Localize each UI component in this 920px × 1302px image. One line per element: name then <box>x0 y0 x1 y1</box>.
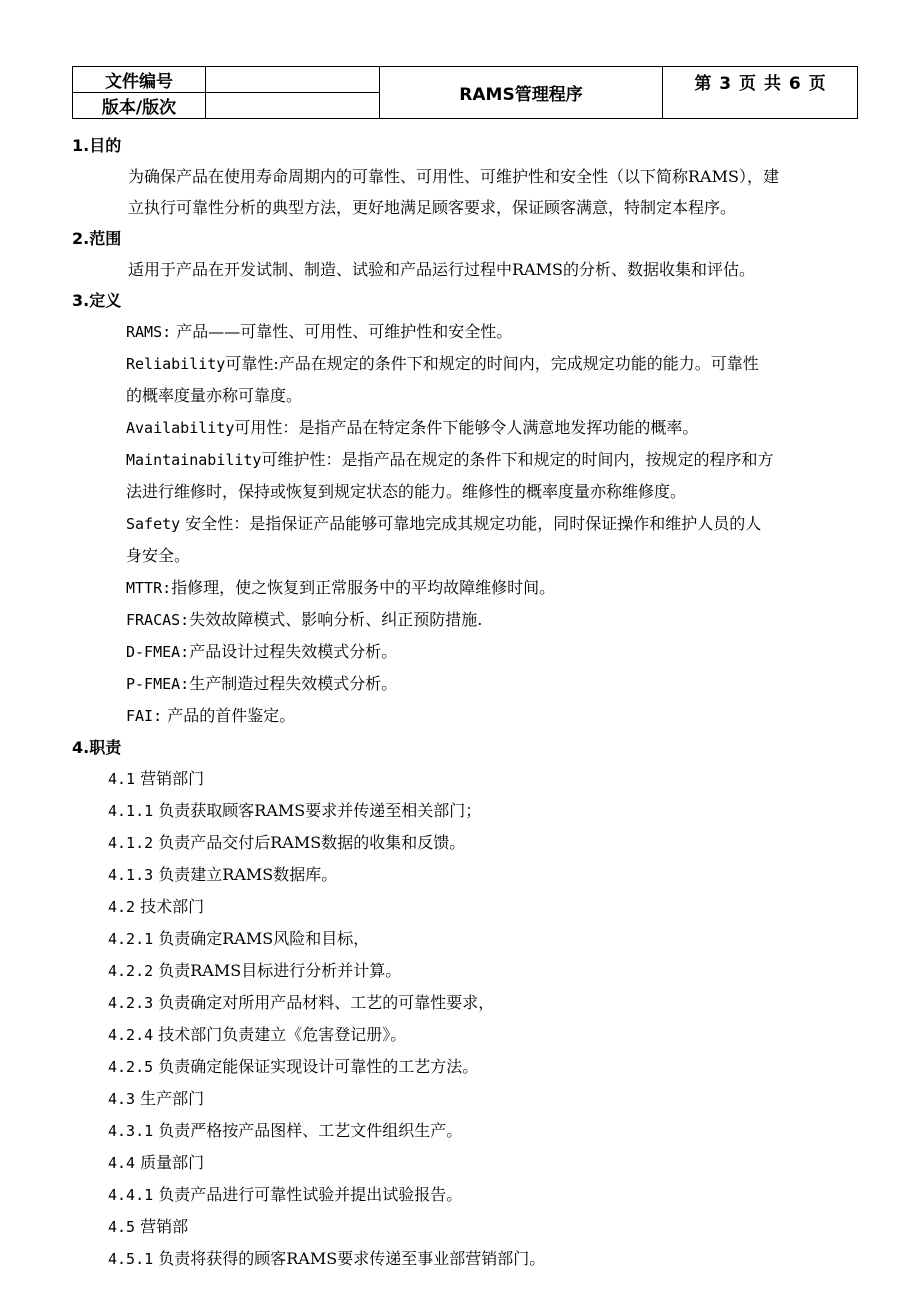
definition-line <box>72 668 872 700</box>
duties-list <box>72 763 872 1275</box>
definition-term: FRACAS: <box>126 611 190 629</box>
definition-term: MTTR: <box>126 579 172 597</box>
duty-item <box>72 1211 872 1243</box>
duty-number: 4.1.3 <box>108 866 154 884</box>
definition-text: 可靠性:产品在规定的条件下和规定的时间内，完成规定功能的能力。可靠性 <box>225 354 759 373</box>
duty-text: 负责产品进行可靠性试验并提出试验报告。 <box>153 1185 463 1204</box>
definition-term: D-FMEA: <box>126 643 190 661</box>
definition-text: 法进行维修时，保持或恢复到规定状态的能力。维修性的概率度量亦称维修度。 <box>126 482 687 501</box>
duty-number: 4.1.1 <box>108 802 154 820</box>
definition-text: 失效故障模式、影响分析、纠正预防措施. <box>189 610 483 629</box>
duty-text: 技术部门负责建立《危害登记册》。 <box>153 1025 407 1044</box>
purpose-text-line-1: 为确保产品在使用寿命周期内的可靠性、可用性、可维护性和安全性（以下简称RAMS），建 <box>128 167 779 186</box>
definition-line <box>72 540 872 572</box>
definition-term: Maintainability <box>126 451 262 469</box>
duty-item <box>72 1243 872 1275</box>
duty-number: 4.2.1 <box>108 930 154 948</box>
duty-text: 质量部门 <box>135 1153 205 1172</box>
definition-term: P-FMEA: <box>126 675 190 693</box>
duty-number: 4.1.2 <box>108 834 154 852</box>
duty-number: 4.2.2 <box>108 962 154 980</box>
duty-item <box>72 763 872 795</box>
duty-text: 负责产品交付后RAMS数据的收集和反馈。 <box>153 833 466 852</box>
definition-text: 指修理，使之恢复到正常服务中的平均故障维修时间。 <box>171 578 556 597</box>
duty-number: 4.3.1 <box>108 1122 154 1140</box>
section-title-definitions: 3.定义 <box>72 291 122 310</box>
duty-text: 生产部门 <box>135 1089 205 1108</box>
version-value <box>206 93 380 119</box>
definition-text: 产品——可靠性、可用性、可维护性和安全性。 <box>171 322 513 341</box>
duty-text: 负责将获得的顾客RAMS要求传递至事业部营销部门。 <box>153 1249 546 1268</box>
purpose-text-line-2: 立执行可靠性分析的典型方法，更好地满足顾客要求，保证顾客满意，特制定本程序。 <box>128 198 737 217</box>
duty-item <box>72 987 872 1019</box>
duty-item <box>72 1179 872 1211</box>
definition-line <box>72 700 872 732</box>
definition-line <box>72 444 872 476</box>
duty-item <box>72 1051 872 1083</box>
duty-text: 技术部门 <box>135 897 205 916</box>
duty-number: 4.2.3 <box>108 994 154 1012</box>
duty-text: 负责建立RAMS数据库。 <box>153 865 338 884</box>
duty-number: 4.2.5 <box>108 1058 154 1076</box>
version-label: 版本/版次 <box>73 93 206 119</box>
definition-text: 身安全。 <box>126 546 191 565</box>
duty-number: 4.5.1 <box>108 1250 154 1268</box>
duty-item <box>72 955 872 987</box>
duty-text: 营销部 <box>135 1217 189 1236</box>
definition-line <box>72 348 872 380</box>
definition-term: FAI: <box>126 707 163 725</box>
duty-item <box>72 1083 872 1115</box>
definitions-list <box>72 316 872 732</box>
definition-line <box>72 636 872 668</box>
document-header-table <box>72 66 858 119</box>
duty-number: 4.2.4 <box>108 1026 154 1044</box>
duty-text: 营销部门 <box>135 769 205 788</box>
duty-text: 负责确定RAMS风险和目标， <box>153 929 370 948</box>
duty-text: 负责确定能保证实现设计可靠性的工艺方法。 <box>153 1057 479 1076</box>
duty-item <box>72 859 872 891</box>
definition-line <box>72 412 872 444</box>
duty-number: 4.5 <box>108 1218 136 1236</box>
duty-number: 4.4.1 <box>108 1186 154 1204</box>
definition-text: 的概率度量亦称可靠度。 <box>126 386 303 405</box>
duty-text: 负责获取顾客RAMS要求并传递至相关部门； <box>153 801 482 820</box>
duty-item <box>72 923 872 955</box>
definition-line <box>72 572 872 604</box>
duty-item <box>72 795 872 827</box>
definition-text: 产品设计过程失效模式分析。 <box>189 642 398 661</box>
duty-text: 负责确定对所用产品材料、工艺的可靠性要求， <box>153 993 495 1012</box>
definition-text: 可维护性：是指产品在规定的条件下和规定的时间内，按规定的程序和方 <box>261 450 774 469</box>
definition-text: 安全性：是指保证产品能够可靠地完成其规定功能，同时保证操作和维护人员的人 <box>180 514 762 533</box>
scope-text: 适用于产品在开发试制、制造、试验和产品运行过程中RAMS的分析、数据收集和评估。 <box>128 260 755 279</box>
definition-term: Reliability <box>126 355 226 373</box>
definition-term: Safety <box>126 515 181 533</box>
definition-term: RAMS: <box>126 323 172 341</box>
definition-text: 生产制造过程失效模式分析。 <box>189 674 398 693</box>
duty-text: 负责RAMS目标进行分析并计算。 <box>153 961 402 980</box>
definition-text: 产品的首件鉴定。 <box>162 706 296 725</box>
document-title: RAMS管理程序 <box>380 67 663 119</box>
definition-line <box>72 508 872 540</box>
duty-number: 4.1 <box>108 770 136 788</box>
definition-text: 可用性：是指产品在特定条件下能够令人满意地发挥功能的概率。 <box>234 418 699 437</box>
duty-number: 4.2 <box>108 898 136 916</box>
section-title-purpose: 1.目的 <box>72 136 122 155</box>
section-title-duties: 4.职责 <box>72 738 122 757</box>
duty-item <box>72 1115 872 1147</box>
duty-item <box>72 827 872 859</box>
duty-number: 4.4 <box>108 1154 136 1172</box>
document-body <box>72 130 872 1275</box>
duty-text: 负责严格按产品图样、工艺文件组织生产。 <box>153 1121 463 1140</box>
duty-item <box>72 1147 872 1179</box>
doc-number-label: 文件编号 <box>73 67 206 93</box>
duty-item <box>72 1019 872 1051</box>
definition-term: Availability <box>126 419 235 437</box>
definition-line <box>72 476 872 508</box>
section-title-scope: 2.范围 <box>72 229 122 248</box>
definition-line <box>72 316 872 348</box>
page-info: 第 3 页 共 6 页 <box>663 67 858 119</box>
duty-number: 4.3 <box>108 1090 136 1108</box>
definition-line <box>72 380 872 412</box>
definition-line <box>72 604 872 636</box>
duty-item <box>72 891 872 923</box>
doc-number-value <box>206 67 380 93</box>
